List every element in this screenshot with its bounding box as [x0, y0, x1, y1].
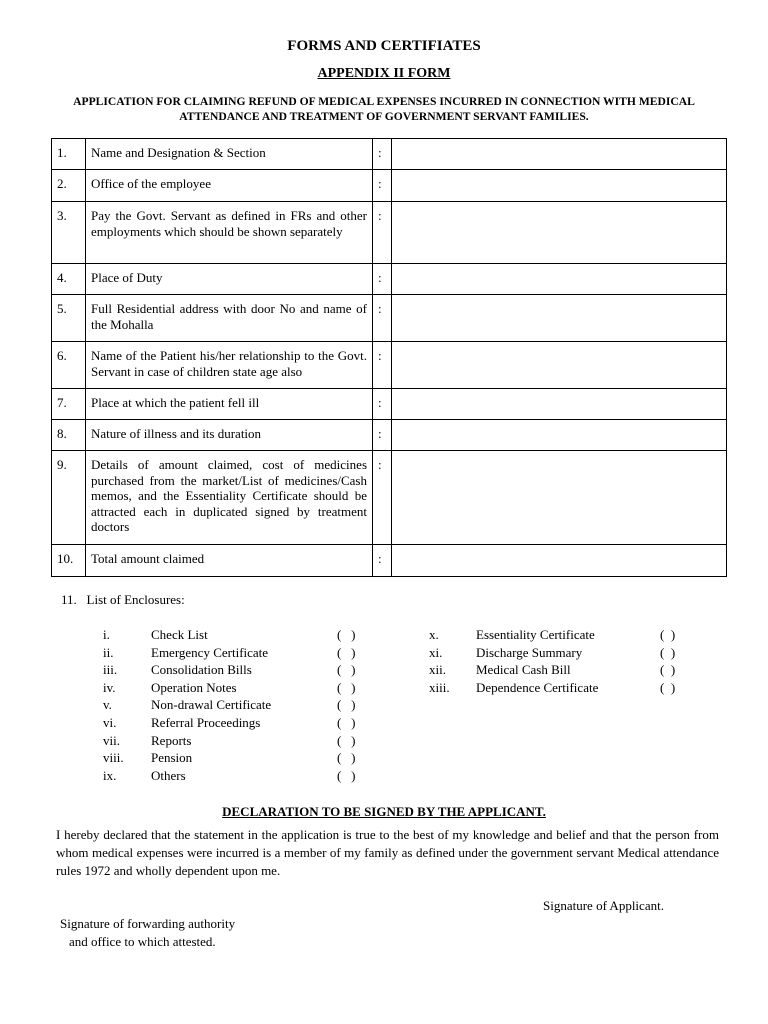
item-numeral: x. [429, 627, 439, 642]
item-label: Reports [151, 732, 192, 748]
item-label: Non-drawal Certificate [151, 697, 272, 713]
row-colon: : [373, 139, 392, 170]
row-label: Name of the Patient his/her relationship to the Govt. Servant in case of children state age also [86, 342, 373, 389]
form-row-address [52, 295, 727, 342]
signature-applicant: Signature of Applicant. [543, 898, 664, 913]
item-label: Referral Proceedings [151, 714, 261, 730]
form-row-amount-details [52, 451, 727, 545]
name-designation-field[interactable] [392, 139, 727, 170]
item-checkbox[interactable]: ( ) [337, 697, 356, 713]
item-label: Emergency Certificate [151, 644, 269, 660]
item-label: Medical Cash Bill [476, 662, 571, 678]
pay-field[interactable] [392, 202, 727, 264]
page-title: FORMS AND CERTIFIATES [287, 38, 481, 54]
row-colon: : [373, 420, 392, 451]
item-numeral: ix. [103, 767, 117, 783]
appendix-heading: APPENDIX II FORM [317, 66, 451, 81]
form-row-name-designation [52, 139, 727, 170]
list-item[interactable] [103, 644, 367, 662]
row-number: 7. [52, 389, 86, 420]
list-item[interactable] [429, 679, 690, 697]
item-label: Pension [151, 750, 193, 766]
address-field[interactable] [392, 295, 727, 342]
form-row-total-amount [52, 545, 727, 577]
enclosures-list-right [429, 626, 690, 696]
item-label: Check List [151, 627, 208, 642]
form-row-pay [52, 202, 727, 264]
row-number: 2. [52, 170, 86, 202]
row-label: Place at which the patient fell ill [86, 389, 373, 420]
row-colon: : [373, 295, 392, 342]
item-label: Dependence Certificate [476, 679, 599, 695]
item-checkbox[interactable]: ( ) [660, 679, 676, 695]
row-colon: : [373, 451, 392, 545]
item-checkbox[interactable]: ( ) [337, 679, 356, 695]
signature-forwarding-office: and office to which attested. [69, 934, 216, 949]
list-item[interactable] [103, 679, 367, 697]
row-number: 8. [52, 420, 86, 451]
row-label: Office of the employee [86, 170, 373, 202]
item-label: Essentiality Certificate [476, 627, 595, 642]
item-checkbox[interactable]: ( ) [660, 627, 676, 642]
application-form-table [51, 138, 727, 577]
row-label: Pay the Govt. Servant as defined in FRs and other employments which should be shown separately [86, 202, 373, 264]
item-numeral: i. [103, 627, 110, 642]
item-numeral: ii. [103, 644, 114, 660]
list-item[interactable] [103, 714, 367, 732]
amount-details-field[interactable] [392, 451, 727, 545]
row-colon: : [373, 342, 392, 389]
form-row-office [52, 170, 727, 202]
list-item[interactable] [103, 626, 367, 644]
row-colon: : [373, 170, 392, 202]
row-colon: : [373, 202, 392, 264]
item-numeral: iv. [103, 679, 116, 695]
total-amount-field[interactable] [392, 545, 727, 577]
illness-field[interactable] [392, 420, 727, 451]
item-label: Operation Notes [151, 679, 237, 695]
list-item[interactable] [103, 696, 367, 714]
declaration-text: I hereby declared that the statement in the application is true to the best of my knowledge and belief and that the person from whom medical expenses were incurred is a member of my family as defined under the government servant Medical attendance rules 1972 and wholly dependent upon me. [56, 827, 719, 878]
item-checkbox[interactable]: ( ) [337, 662, 356, 678]
place-fell-ill-field[interactable] [392, 389, 727, 420]
signature-forwarding-authority: Signature of forwarding authority [60, 916, 236, 931]
list-item[interactable] [103, 749, 367, 767]
row-label: Full Residential address with door No and name of the Mohalla [86, 295, 373, 342]
list-item[interactable] [429, 661, 690, 679]
row-number: 1. [52, 139, 86, 170]
row-colon: : [373, 545, 392, 577]
item-checkbox[interactable]: ( ) [337, 732, 356, 748]
declaration-heading: DECLARATION TO BE SIGNED BY THE APPLICANT. [222, 804, 546, 819]
item-numeral: xiii. [429, 679, 450, 695]
row-number: 10. [52, 545, 86, 577]
form-row-patient [52, 342, 727, 389]
list-item[interactable] [429, 626, 690, 644]
list-item[interactable] [429, 644, 690, 662]
item-label: Others [151, 767, 186, 783]
item-numeral: vi. [103, 714, 117, 730]
item-numeral: viii. [103, 750, 124, 766]
row-label: Nature of illness and its duration [86, 420, 373, 451]
item-checkbox[interactable]: ( ) [660, 662, 676, 678]
item-checkbox[interactable]: ( ) [337, 627, 356, 642]
list-item[interactable] [103, 767, 367, 785]
item-checkbox[interactable]: ( ) [337, 714, 356, 730]
item-numeral: xi. [429, 644, 443, 660]
office-field[interactable] [392, 170, 727, 202]
place-of-duty-field[interactable] [392, 264, 727, 295]
item-checkbox[interactable]: ( ) [337, 750, 356, 766]
item-checkbox[interactable]: ( ) [337, 767, 356, 783]
row-label: Total amount claimed [86, 545, 373, 577]
item-numeral: v. [103, 697, 112, 713]
item-numeral: vii. [103, 732, 120, 748]
row-number: 9. [52, 451, 86, 545]
row-colon: : [373, 264, 392, 295]
row-colon: : [373, 389, 392, 420]
patient-field[interactable] [392, 342, 727, 389]
row-number: 3. [52, 202, 86, 264]
row-label: Details of amount claimed, cost of medicines purchased from the market/List of medicines/Cash memos, and the Essentiality Certificate should be attracted each in duplicated signed by treatment doctors [86, 451, 373, 545]
form-row-place-of-duty [52, 264, 727, 295]
form-row-place-fell-ill [52, 389, 727, 420]
row-number: 5. [52, 295, 86, 342]
row-number: 4. [52, 264, 86, 295]
enclosures-heading: 11. List of Enclosures: [61, 592, 185, 607]
item-label: Discharge Summary [476, 644, 583, 660]
item-checkbox[interactable]: ( ) [337, 644, 356, 660]
form-row-illness [52, 420, 727, 451]
list-item[interactable] [103, 732, 367, 750]
row-label: Place of Duty [86, 264, 373, 295]
row-number: 6. [52, 342, 86, 389]
item-label: Consolidation Bills [151, 662, 252, 678]
row-label: Name and Designation & Section [86, 139, 373, 170]
item-numeral: iii. [103, 662, 118, 678]
enclosures-list-left [103, 626, 367, 784]
item-numeral: xii. [429, 662, 446, 678]
form-subtitle: APPLICATION FOR CLAIMING REFUND OF MEDICAL EXPENSES INCURRED IN CONNECTION WITH MEDICAL ATTENDANCE AND TREATMENT OF GOVERNMENT SERVANT FAMILIES. [73, 95, 695, 123]
list-item[interactable] [103, 661, 367, 679]
item-checkbox[interactable]: ( ) [660, 644, 676, 660]
